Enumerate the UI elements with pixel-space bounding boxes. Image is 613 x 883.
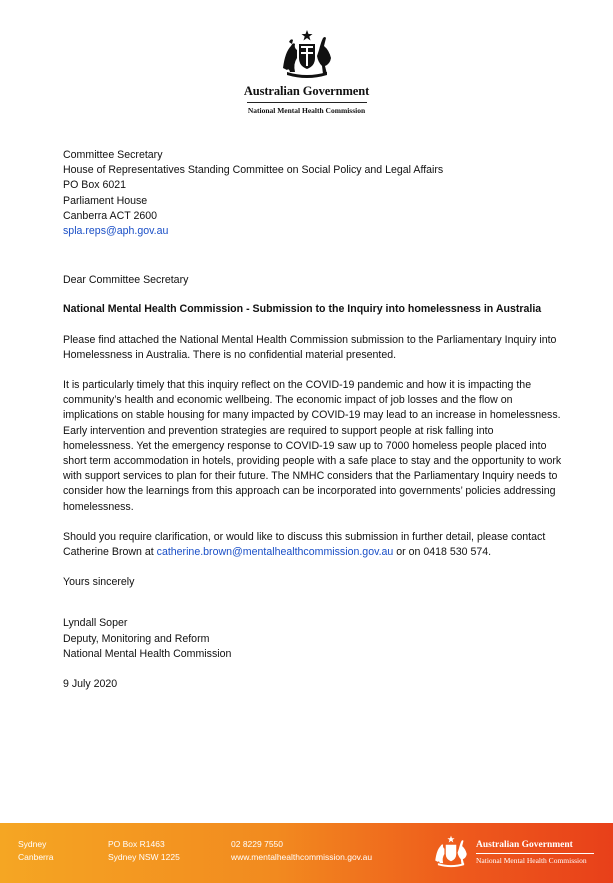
address-line: PO Box 6021 — [63, 179, 127, 192]
signatory-title: Deputy, Monitoring and Reform — [63, 632, 210, 645]
signatory-name: Lyndall Soper — [63, 617, 128, 630]
letter-date: 9 July 2020 — [63, 678, 118, 691]
recipient-address — [63, 148, 563, 239]
address-line: Committee Secretary — [63, 149, 163, 161]
footer-phone: 02 8229 7550 — [231, 839, 283, 849]
footer-gov-title: Australian Government — [476, 840, 573, 850]
address-line: Canberra ACT 2600 — [63, 209, 158, 222]
closing: Yours sincerely — [63, 576, 135, 589]
footer-text: Sydney — [18, 839, 47, 849]
contact-email-link[interactable]: catherine.brown@mentalhealthcommission.gov.au — [156, 546, 394, 559]
address-line: House of Representatives Standing Committee on Social Policy and Legal Affairs — [63, 164, 444, 177]
footer-contact — [231, 838, 372, 863]
subject-line: National Mental Health Commission - Submission to the Inquiry into homelessness in Australia — [63, 303, 542, 316]
header-divider — [247, 102, 367, 103]
letterhead — [0, 28, 613, 115]
signatory-org: National Mental Health Commission — [63, 647, 232, 660]
footer-logo — [430, 834, 610, 874]
footer-bar — [0, 823, 613, 883]
footer-postal — [108, 838, 180, 863]
paragraph-3 — [63, 530, 563, 560]
footer-text: Sydney NSW 1225 — [108, 851, 180, 862]
gov-subtitle: National Mental Health Commission — [247, 106, 366, 115]
footer-website-link[interactable]: www.mentalhealthcommission.gov.au — [231, 851, 373, 862]
footer-gov-subtitle: National Mental Health Commission — [476, 856, 587, 865]
paragraph-1: Please find attached the National Mental Health Commission submission to the Parliamentary Inquiry into Homelessness in Australia. There is no confidential material presented. — [63, 333, 557, 361]
recipient-email-link[interactable]: spla.reps@aph.gov.au — [63, 225, 169, 238]
address-line: Parliament House — [63, 194, 148, 207]
footer-text: Canberra — [18, 851, 54, 862]
paragraph-3-phone: or on 0418 530 574. — [393, 546, 492, 559]
footer-locations — [18, 838, 53, 863]
paragraph-3-text: Should you require clarification, or would like to discuss this submission in further detail, please contact Catherine Brown at — [63, 530, 546, 559]
footer-divider — [476, 853, 594, 854]
footer-text: PO Box R1463 — [108, 839, 165, 849]
salutation: Dear Committee Secretary — [63, 274, 189, 287]
letter-body — [63, 148, 563, 692]
footer-coat-of-arms-icon — [430, 834, 472, 870]
coat-of-arms-icon — [275, 28, 339, 82]
paragraph-2: It is particularly timely that this inquiry reflect on the COVID-19 pandemic and how it is impacting the community’s health and economic wellbeing. The economic impact of job losses and the flow on implications on stable housing for many impacted by COVID-19 may lead to an increase in homelessness. Early intervention and prevention strategies are required to support people at risk falling into homelessness. Yet the emergency response to COVID-19 saw up to 7000 homeless people placed into short term accommodation in hotels, providing people with a safe place to stay and the opportunity to work with support services to plan for their future. The NMHC considers that the Parliamentary Inquiry needs to consider how the learnings from this approach can be incorporated into governments’ policies addressing homelessness. — [63, 379, 562, 513]
signature-block — [63, 616, 563, 662]
gov-title: Australian Government — [243, 84, 370, 98]
